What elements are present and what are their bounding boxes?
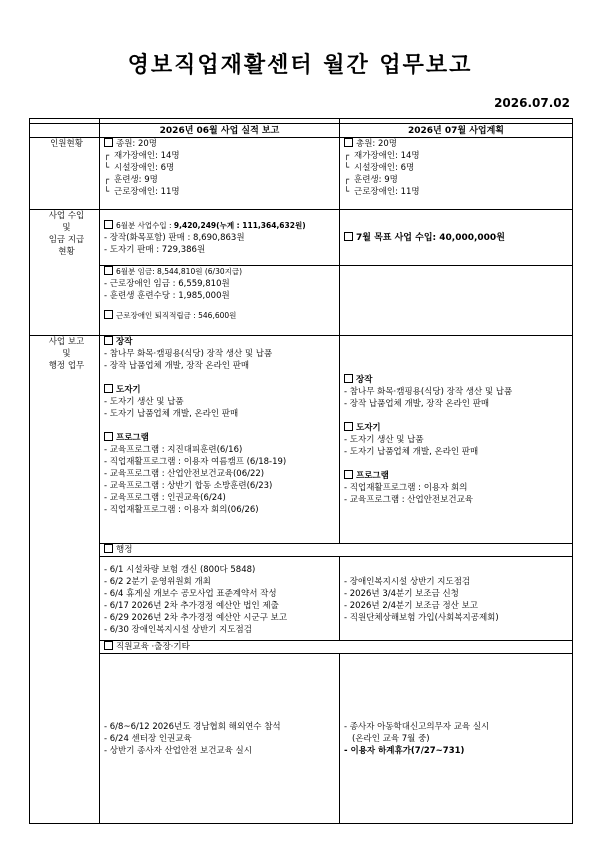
admin-header-label: 행정 (116, 545, 133, 555)
wage-prev-worker: - 근로장애인 임금 : 6,559,810원 (104, 279, 230, 289)
tree-branch-top-icon: ┌ (104, 175, 110, 185)
checkbox-icon (344, 374, 353, 383)
tree-branch-bottom-icon: └ (344, 163, 350, 173)
staff-next-disabled: 재가장애인: 14명 (354, 151, 420, 161)
report-date: 2026.07.02 (494, 96, 570, 110)
header-row (30, 124, 573, 138)
business-prev-s3-i1: - 교육프로그램 : 지진대피훈련(6/16) (104, 445, 243, 455)
admin-next-cell (340, 557, 573, 641)
business-next-s3: 프로그램 (356, 470, 389, 481)
checkbox-icon (104, 138, 113, 147)
admin-prev-i5: - 6/29 2026년 2차 추가경정 예산안 시군구 보고 (104, 613, 288, 623)
staff-next-trainee: 훈련생: 9명 (354, 175, 398, 185)
admin-header-row (30, 544, 573, 557)
admin-header (100, 544, 573, 557)
checkbox-icon (104, 544, 113, 553)
staff-prev-cell (100, 138, 340, 210)
business-prev-s3-i6: - 직업재활프로그램 : 이용자 회의(06/26) (104, 505, 259, 515)
revenue-wage-label (30, 210, 100, 336)
tree-branch-bottom-icon: └ (104, 163, 110, 173)
training-next-i3: - 이용자 하계휴가(7/27~731) (344, 745, 465, 756)
admin-prev-i6: - 6/30 장애인복지시설 상반기 지도점검 (104, 625, 252, 635)
business-prev-s3: 프로그램 (116, 433, 149, 443)
tree-branch-top-icon: ┌ (344, 151, 350, 161)
revenue-row (30, 210, 573, 266)
staff-prev-total: 종원: 20명 (116, 139, 158, 149)
wage-prev-retirement: 근로장애인 퇴직적립금 : 546,600원 (116, 311, 237, 320)
training-next-i2: (온라인 교육 7월 중) (352, 733, 430, 744)
document-title: 영보직업재활센터 월간 업무보고 (127, 53, 473, 78)
admin-prev-i2: - 6/2 2분기 운영위원회 개최 (104, 577, 211, 587)
business-prev-s3-i5: - 교육프로그램 : 인권교육(6/24) (104, 493, 226, 503)
admin-next-i3: - 2026년 2/4분기 보조금 정산 보고 (344, 601, 478, 611)
checkbox-icon (104, 336, 113, 345)
header-next-month: 2026년 07월 사업계획 (340, 124, 573, 138)
wage-prev-total: 6월분 임금: 8,544,810원 (6/30지급) (116, 267, 243, 276)
work-label-line2: 및 (62, 349, 71, 359)
admin-prev-i4: - 6/17 2026년 2차 추가경정 예산안 법인 제출 (104, 601, 279, 611)
revenue-label-line1: 사업 수입 (48, 211, 85, 221)
revenue-prev-firewood: - 장작(화목포함) 판매 : 8,690,863원 (104, 232, 245, 243)
checkbox-icon (344, 138, 353, 147)
staff-next-worker: 근로장애인: 11명 (354, 187, 420, 197)
tree-branch-top-icon: ┌ (104, 151, 110, 161)
business-row (30, 336, 573, 544)
staff-prev-trainee: 훈련생: 9명 (114, 175, 158, 185)
work-label-line1: 사업 보고 (48, 337, 85, 347)
revenue-prev-pottery: - 도자기 판매 : 729,386원 (104, 244, 206, 255)
checkbox-icon (104, 384, 113, 393)
business-next-s1: 장작 (356, 374, 373, 385)
training-header-label: 직원교육 ·출장·기타 (116, 642, 190, 652)
revenue-label-line3: 임금 지급 (48, 235, 85, 245)
checkbox-icon (344, 422, 353, 431)
business-next-cell (340, 336, 573, 544)
work-label (30, 336, 100, 824)
checkbox-icon (104, 432, 113, 441)
business-prev-cell (100, 336, 340, 544)
report-table (29, 118, 573, 824)
checkbox-icon (104, 220, 113, 229)
staff-prev-worker: 근로장애인: 11명 (114, 187, 180, 197)
business-next-s3-i2: - 교육프로그램 : 산업안전보건교육 (344, 494, 473, 505)
business-next-s3-i1: - 직업재활프로그램 : 이용자 회의 (344, 482, 468, 493)
training-prev-i1: - 6/8~6/12 2026년도 경남협회 해외연수 참석 (104, 721, 281, 732)
business-next-s2-i1: - 도자기 생산 및 납품 (344, 434, 424, 445)
training-row (30, 654, 573, 824)
tree-branch-bottom-icon: └ (104, 187, 110, 197)
checkbox-icon (104, 641, 113, 650)
wage-prev-trainee: - 훈련생 훈련수당 : 1,985,000원 (104, 291, 230, 301)
business-prev-s2-i2: - 도자기 납품업체 개발, 온라인 판매 (104, 409, 239, 419)
training-next-i1: - 종사자 아동학대신고의무자 교육 실시 (344, 721, 490, 732)
header-prev-month: 2026년 06월 사업 실적 보고 (100, 124, 340, 138)
staff-label: 인원현황 (30, 138, 100, 210)
training-prev-i2: - 6/24 센터장 인권교육 (104, 733, 192, 744)
admin-prev-i3: - 6/4 휴게실 개보수 공모사업 표준계약서 작성 (104, 589, 277, 599)
checkbox-icon (104, 266, 113, 275)
checkbox-icon (344, 232, 353, 241)
tree-branch-top-icon: ┌ (344, 175, 350, 185)
revenue-next-cell (340, 210, 573, 266)
wage-prev-cell (100, 266, 340, 336)
business-next-s2: 도자기 (356, 422, 381, 433)
business-prev-s1-i2: - 장작 납품업체 개발, 장작 온라인 판매 (104, 361, 250, 371)
checkbox-icon (344, 470, 353, 479)
admin-next-i1: - 장애인복지시설 상반기 지도점검 (344, 577, 471, 587)
business-next-s1-i2: - 장작 납품업체 개발, 장작 온라인 판매 (344, 398, 490, 409)
admin-row (30, 557, 573, 641)
admin-prev-cell (100, 557, 340, 641)
business-prev-s2: 도자기 (116, 385, 141, 395)
staff-next-cell (340, 138, 573, 210)
wage-next-cell (340, 266, 573, 336)
business-prev-s2-i1: - 도자기 생산 및 납품 (104, 397, 184, 407)
checkbox-icon (104, 310, 113, 319)
training-next-cell (340, 654, 573, 824)
business-prev-s1-i1: - 참나무 화목·캠핑용(식당) 장작 생산 및 납품 (104, 349, 273, 359)
revenue-label-line4: 현황 (58, 247, 75, 257)
work-label-line3: 행정 업무 (48, 361, 85, 371)
business-prev-s3-i4: - 교육프로그램 : 상반기 합동 소방훈련(6/23) (104, 481, 273, 491)
revenue-prev-total: 9,420,249(누계 : 111,364,632원) (173, 220, 306, 230)
business-next-s1-i1: - 참나무 화목·캠핑용(식당) 장작 생산 및 납품 (344, 386, 513, 397)
revenue-prev-cell (100, 210, 340, 266)
business-next-s2-i2: - 도자기 납품업체 개발, 온라인 판매 (344, 446, 479, 457)
training-prev-cell (100, 654, 340, 824)
revenue-prev-label: 6월분 사업수입 : (116, 220, 174, 230)
staff-next-total: 총원: 20명 (356, 139, 398, 149)
revenue-label-line2: 및 (62, 223, 71, 233)
revenue-next-target: 7월 목표 사업 수입: 40,000,000원 (356, 232, 505, 243)
training-header-row (30, 641, 573, 654)
business-prev-s3-i2: - 직업재활프로그램 : 이용자 여름캠프 (6/18-19) (104, 457, 287, 467)
business-prev-s3-i3: - 교육프로그램 : 산업안전보건교육(06/22) (104, 469, 265, 479)
staff-row (30, 138, 573, 210)
business-prev-s1: 장작 (116, 337, 133, 347)
admin-next-i4: - 직원단체상해보험 가입(사회복지공제회) (344, 613, 499, 623)
staff-prev-disabled: 재가장애인: 14명 (114, 151, 180, 161)
tree-branch-bottom-icon: └ (344, 187, 350, 197)
staff-prev-facility: 시설장애인: 6명 (114, 163, 175, 173)
admin-next-i2: - 2026년 3/4분기 보조금 신청 (344, 589, 459, 599)
wage-row (30, 266, 573, 336)
training-header (100, 641, 573, 654)
header-blank (30, 124, 100, 138)
staff-next-facility: 시설장애인: 6명 (354, 163, 415, 173)
admin-prev-i1: - 6/1 시설차량 보험 갱신 (800다 5848) (104, 565, 256, 575)
training-prev-i3: - 상반기 종사자 산업안전 보건교육 실시 (104, 745, 252, 756)
